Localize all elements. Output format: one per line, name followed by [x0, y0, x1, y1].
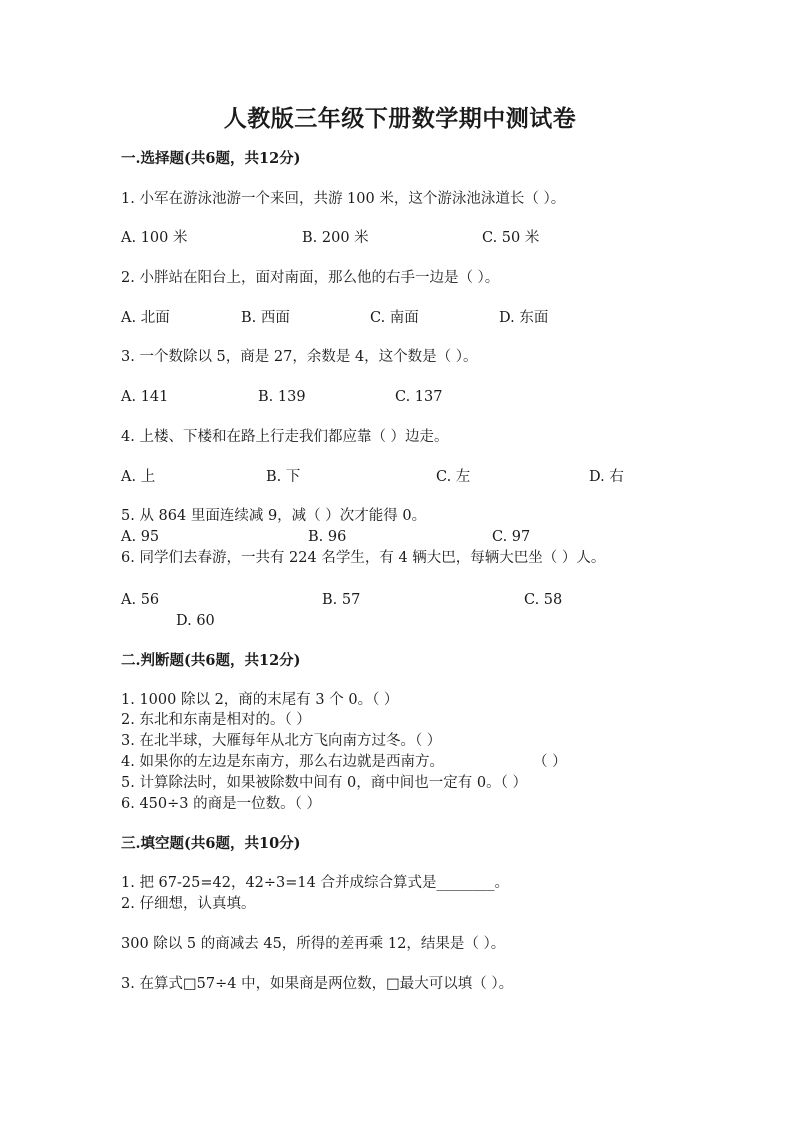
question-stem: 2. 小胖站在阳台上，面对南面，那么他的右手一边是（ ）。	[121, 270, 500, 286]
option-a: A. 北面	[121, 310, 170, 326]
question-stem: 4. 上楼、下楼和在路上行走我们都应靠（ ）边走。	[121, 429, 449, 445]
option-d: D. 60	[176, 613, 215, 629]
list-item: 5. 计算除法时，如果被除数中间有 0，商中间也一定有 0。（ ）	[121, 775, 527, 791]
option-b: B. 下	[266, 469, 301, 485]
option-a: A. 100 米	[121, 230, 188, 246]
answer-blank: （ ）	[533, 754, 567, 770]
option-d: D. 东面	[499, 310, 549, 326]
option-a: A. 95	[121, 529, 160, 545]
list-item: 2. 东北和东南是相对的。（ ）	[121, 712, 311, 728]
option-a: A. 56	[121, 592, 160, 608]
list-item: 6. 450÷3 的商是一位数。（ ）	[121, 796, 321, 812]
option-a: A. 上	[121, 469, 156, 485]
question-stem: 6. 同学们去春游，一共有 224 名学生，有 4 辆大巴，每辆大巴坐（ ）人。	[121, 550, 606, 566]
question-stem: 1. 小军在游泳池游一个来回，共游 100 米，这个游泳池泳道长（ ）。	[121, 191, 566, 207]
option-c: C. 南面	[370, 310, 419, 326]
section-heading-fill-blank: 三.填空题(共6题，共10分)	[121, 835, 301, 852]
option-c: C. 50 米	[482, 230, 540, 246]
list-item: 1. 把 67-25=42，42÷3=14 合并成综合算式是________。	[121, 875, 509, 891]
option-b: B. 西面	[241, 310, 290, 326]
list-item: 2. 仔细想，认真填。	[121, 896, 256, 912]
option-c: C. 58	[524, 592, 563, 608]
option-b: B. 57	[322, 592, 361, 608]
option-c: C. 左	[436, 469, 471, 485]
list-item: 1. 1000 除以 2，商的末尾有 3 个 0。（ ）	[121, 692, 399, 708]
option-d: D. 右	[589, 469, 624, 485]
option-c: C. 97	[492, 529, 531, 545]
list-item: 4. 如果你的左边是东南方，那么右边就是西南方。	[121, 754, 444, 770]
list-item: 3. 在北半球，大雁每年从北方飞向南方过冬。（ ）	[121, 733, 442, 749]
list-item: 300 除以 5 的商减去 45，所得的差再乘 12，结果是（ ）。	[121, 936, 506, 952]
option-a: A. 141	[121, 389, 169, 405]
option-b: B. 139	[258, 389, 306, 405]
section-heading-judgement: 二.判断题(共6题，共12分)	[121, 652, 301, 669]
option-b: B. 96	[308, 529, 347, 545]
option-b: B. 200 米	[302, 230, 369, 246]
section-heading-choice: 一.选择题(共6题，共12分)	[121, 150, 301, 167]
option-c: C. 137	[395, 389, 443, 405]
question-stem: 3. 一个数除以 5，商是 27，余数是 4，这个数是（ ）。	[121, 349, 478, 365]
page-title: 人教版三年级下册数学期中测试卷	[223, 105, 577, 132]
list-item: 3. 在算式□57÷4 中，如果商是两位数，□最大可以填（ ）。	[121, 976, 514, 992]
question-stem: 5. 从 864 里面连续减 9，减（ ）次才能得 0。	[121, 508, 427, 524]
